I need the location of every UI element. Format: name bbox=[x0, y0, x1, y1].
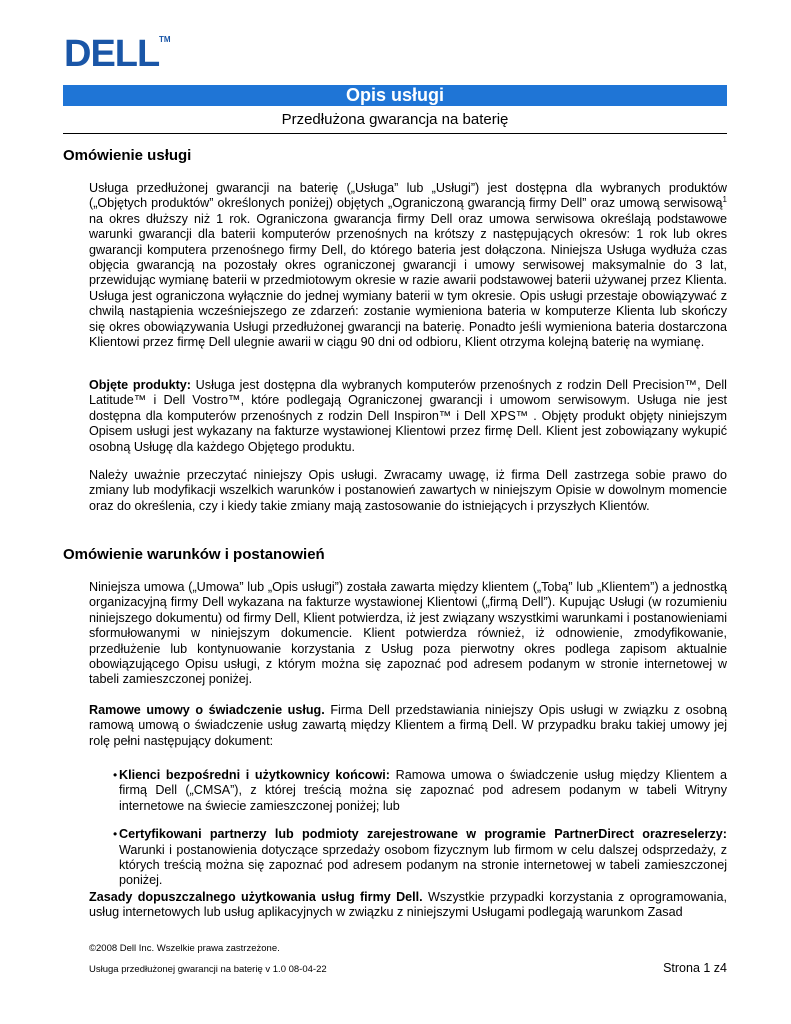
footer-page-number: Strona 1 z4 bbox=[663, 961, 727, 975]
bullet-icon: • bbox=[113, 827, 118, 842]
paragraph-master-agreements: Ramowe umowy o świadczenie usług. Firma Dell przedstawiania niniejszy Opis usługi w związku z osobną ramową umową o świadczenie usług zawartą między Klientem a firmą Dell. W przypadku braku takiej umowy jej rolę pełni następujący dokument: bbox=[89, 703, 727, 748]
list-item: • Certyfikowani partnerzy lub podmioty zarejestrowane w programie PartnerDirect orazreselerzy: Warunki i postanowienia dotyczące sprzedaży osobom fizycznym lub firmom w celu dalszej odsprzedaży, z których treścią można się zapoznać pod adresem podanym na stronie internetowej w tabeli zamieszczonej poniżej. bbox=[113, 827, 727, 888]
page-title: Opis usługi bbox=[63, 85, 727, 106]
footer-document-info: Usługa przedłużonej gwarancji na baterię v 1.0 08-04-22 bbox=[89, 964, 327, 975]
footnote-marker: 1 bbox=[722, 195, 727, 205]
list-item: • Klienci bezpośredni i użytkownicy końcowi: Ramowa umowa o świadczenie usług między Klientem a firmą Dell („CMSA”), z której treścią można się zapoznać pod adresem podanym w tabeli Witryny internetowe na świecie zamieszczonej poniżej; lub bbox=[113, 768, 727, 813]
paragraph-covered-products: Objęte produkty: Usługa jest dostępna dla wybranych komputerów przenośnych z rodzin Dell Precision™, Dell Latitude™ i Dell Vostro™, które podlegają Ograniczonej gwarancji i umowom serwisowym. Usługa nie jest dostępna dla komputerów przenośnych z rodzin Dell Inspiron™ i Dell XPS™ . Objęty produkt objęty niniejszym Opisem usługi jest wykazany na fakturze wystawionej Klientowi przez firmę Dell. Klient jest zobowiązany wykupić osobną Usługę dla każdego Objętego produktu. bbox=[89, 378, 727, 454]
section-heading-overview: Omówienie usługi bbox=[63, 147, 192, 164]
bullet-icon: • bbox=[113, 768, 118, 782]
paragraph-read-carefully: Należy uważnie przeczytać niniejszy Opis usługi. Zwracamy uwagę, iż firma Dell zastrzega sobie prawo do zmiany lub modyfikacji wszelkich warunków i postanowień zawartych w niniejszym Opisie w dowolnym momencie oraz do określenia, czy i kiedy takie zmiany mają zastosowanie do istniejących i przyszłych Klientów. bbox=[89, 468, 727, 513]
paragraph-acceptable-use: Zasady dopuszczalnego użytkowania usług firmy Dell. Wszystkie przypadki korzystania z oprogramowania, usług internetowych lub usług aplikacyjnych w związku z niniejszymi Usługami podlegają warunkom Zasad bbox=[89, 890, 727, 920]
svg-text:TM: TM bbox=[159, 35, 171, 44]
svg-text:DELL: DELL bbox=[64, 33, 160, 72]
paragraph-agreement: Niniejsza umowa („Umowa” lub „Opis usługi”) została zawarta między klientem („Tobą” lub „Klientem”) a jednostką organizacyjną firmy Dell wykazana na fakturze wystawionej Klientowi („firmą Dell”). Kupując Usługi (w rozumieniu niniejszego dokumentu) od firmy Dell, Klient potwierdza, iż jest związany wszystkimi warunkami i postanowieniami sformułowanymi w niniejszym dokumencie. Klient potwierdza również, iż odnowienie, zmodyfikowanie, przedłużenie lub kontynuowanie korzystania z Usług poza pierwotny okres podlega zapisom aktualnie obowiązującego Opisu usługi, z którym można się zapoznać pod adresem podanym w stronie internetowej w tabeli zamieszczonej poniżej. bbox=[89, 580, 727, 687]
section-heading-terms: Omówienie warunków i postanowień bbox=[63, 546, 325, 563]
footer-copyright: ©2008 Dell Inc. Wszelkie prawa zastrzeżone. bbox=[89, 943, 280, 954]
agreement-list bbox=[89, 768, 727, 889]
dell-logo bbox=[62, 30, 174, 72]
page-subtitle: Przedłużona gwarancja na baterię bbox=[63, 110, 727, 134]
paragraph-service-overview: Usługa przedłużonej gwarancji na baterię („Usługa” lub „Usługi”) jest dostępna dla wybranych produktów („Objętych produktów” określonych poniżej) objętych „Ograniczoną gwarancją firmy Dell” oraz umową serwisową$^1$ na okres dłuższy niż 1 rok. Ograniczona gwarancja firmy Dell oraz umowa serwisowa określają podstawowe warunki gwarancji dla baterii komputerów przenośnych na krótszy z następujących okresów: 1 rok lub okres gwarancji komputera przenośnego firmy Dell, do którego bateria jest dołączona. Niniejsza Usługa wydłuża czas objęcia gwarancją na pozostały okres ograniczonej gwarancji i umowy serwisowej maksymalnie do 3 lat, przewidując wymianę baterii w przedmiotowym okresie w razie awarii podstawowej baterii używanej przez Klienta. Usługa jest ograniczona wyłącznie do jednej wymiany baterii w tym okresie. Opis usługi przestaje obowiązywać z chwilą nastąpienia wcześniejszego ze zdarzeń: zostanie wymieniona bateria w komputerze Klienta lub skończy się okres obowiązywania Usługi przedłużonej gwarancji na baterię. Ponadto jeśli wymieniona bateria dostarczona Klientowi przez firmę Dell ulegnie awarii w ciągu 90 dni od odbioru, Klient otrzyma kolejną baterię na wymianę. bbox=[89, 181, 727, 350]
